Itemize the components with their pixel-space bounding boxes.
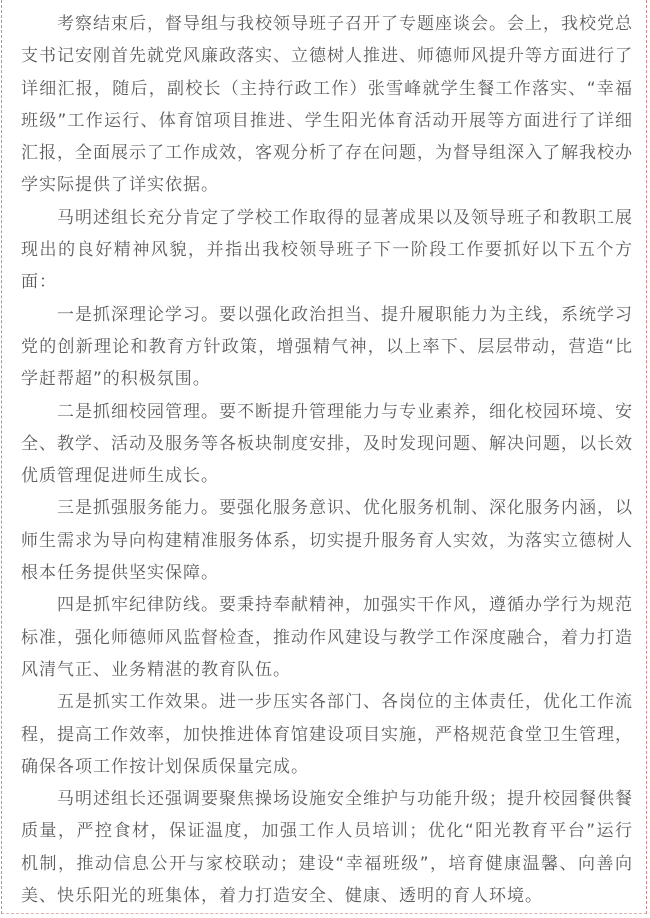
paragraph-point-3-service-capacity: 三是抓强服务能力。要强化服务意识、优化服务机制、深化服务内涵，以师生需求为导向构建精准服务体系，切实提升服务育人实效，为落实立德树人根本任务提供坚实保障。 [21,498,633,584]
paragraph-closing-emphasis: 马明述组长还强调要聚焦操场设施安全维护与功能升级；提升校园餐供餐质量，严控食材，保证温度，加强工作人员培训；优化“阳光教育平台”运行机制，推动信息公开与家校联动；建设“幸福班级”，培育健康温馨、向善向美、快乐阳光的班集体，着力打造安全、健康、透明的育人环境。 [21,789,633,907]
paragraph-leader-remarks: 马明述组长充分肯定了学校工作取得的显著成果以及领导班子和教职工展现出的良好精神风貌，并指出我校领导班子下一阶段工作要抓好以下五个方面： [21,207,633,293]
paragraph-point-5-work-results: 五是抓实工作效果。进一步压实各部门、各岗位的主体责任，优化工作流程，提高工作效率，加快推进体育馆建设项目实施，严格规范食堂卫生管理，确保各项工作按计划保质保量完成。 [21,692,633,777]
paragraph-point-2-campus-management: 二是抓细校园管理。要不断提升管理能力与专业素养，细化校园环境、安全、教学、活动及服务等各板块制度安排，及时发现问题、解决问题，以长效优质管理促进师生成长。 [21,401,633,487]
article-body [1,0,647,914]
paragraph-meeting-summary: 考察结束后，督导组与我校领导班子召开了专题座谈会。会上，我校党总支书记安刚首先就党风廉政落实、立德树人推进、师德师风提升等方面进行了详细汇报，随后，副校长（主持行政工作）张雪峰就学生餐工作落实、“幸福班级”工作运行、体育馆项目推进、学生阳光体育活动开展等方面进行了详细汇报，全面展示了工作成效，客观分析了存在问题，为督导组深入了解我校办学实际提供了详实依据。 [21,14,633,196]
paragraph-point-1-theory-study: 一是抓深理论学习。要以强化政治担当、提升履职能力为主线，系统学习党的创新理论和教育方针政策，增强精气神，以上率下、层层带动，营造“比学赶帮超”的积极氛围。 [21,304,633,390]
paragraph-point-4-discipline: 四是抓牢纪律防线。要秉持奉献精神，加强实干作风，遵循办学行为规范标准，强化师德师风监督检查，推动作风建设与教学工作深度融合，着力打造风清气正、业务精湛的教育队伍。 [21,595,633,680]
